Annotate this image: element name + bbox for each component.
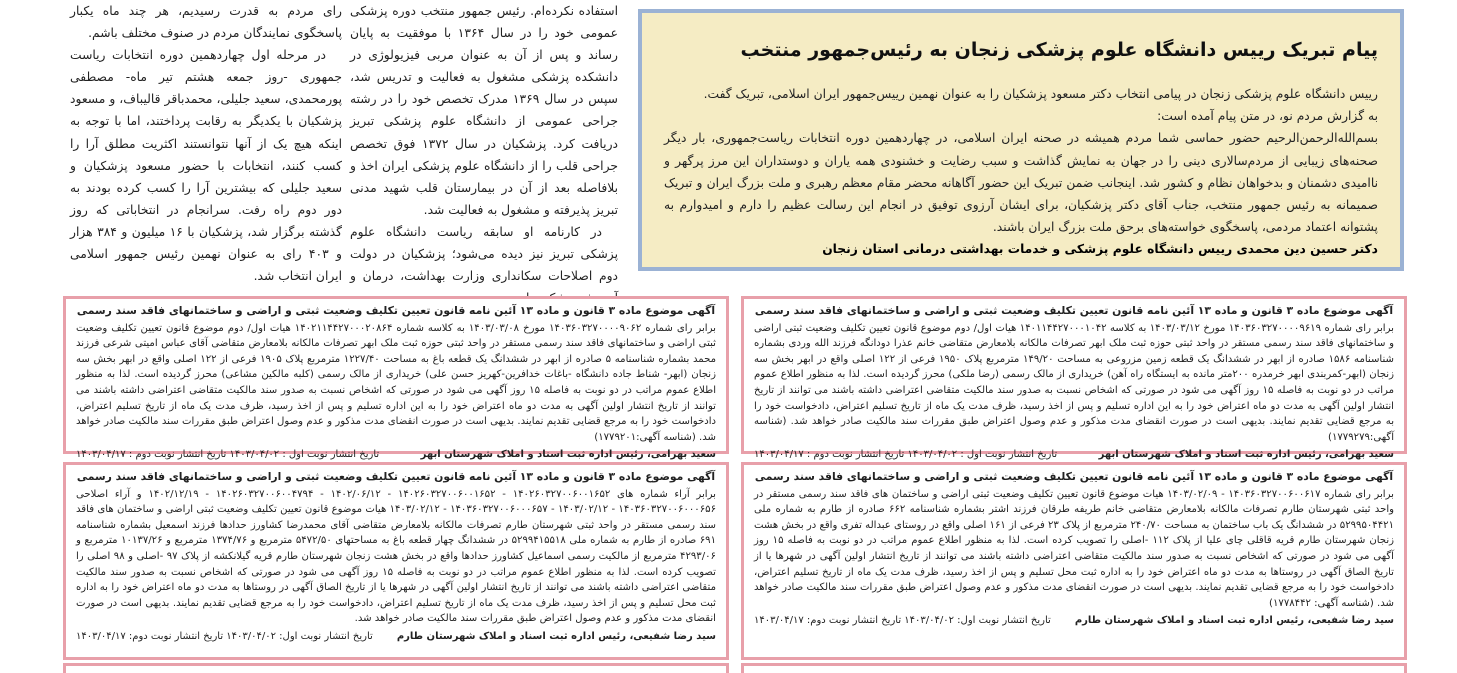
message-report-line: به گزارش مردم نو، در متن پیام آمده است: (1157, 109, 1378, 124)
article-column-middle (350, 0, 618, 284)
notice-footer (76, 629, 716, 645)
notice-title: آگهی موضوع ماده ۳ قانون و ماده ۱۳ آئین نامه قانون تعیین تکلیف وضعیت ثبتی و اراضی و ساختمانهای فاقد سند رسمی (76, 470, 716, 483)
article-paragraph: رای مردم به قدرت رسیدیم، هر چند ماه یکبار پاسخگوی نمایندگان مردم در صنوف مختلف باشم. (70, 4, 342, 41)
notice-dates: تاریخ انتشار نوبت اول: ۱۴۰۳/۰۴/۰۲ تاریخ انتشار نوبت دوم: ۱۴۰۳/۰۴/۱۷ (76, 630, 373, 642)
notice-footer (76, 447, 716, 463)
legal-notice (741, 462, 1407, 660)
legal-notice (741, 296, 1407, 461)
notice-title: آگهی موضوع ماده ۳ قانون و ماده ۱۳ آئین نامه قانون تعیین تکلیف وضعیت ثبتی و اراضی و ساختمانهای فاقد سند رسمی (754, 470, 1394, 483)
notice-title: آگهی موضوع ماده ۳ قانون و ماده ۱۳ آئین نامه قانون تعیین تکلیف وضعیت ثبتی و اراضی و ساختمانهای فاقد سند رسمی (76, 304, 716, 317)
notice-dates: تاریخ انتشار نوبت اول: ۱۴۰۳/۰۴/۰۲ تاریخ انتشار نوبت دوم: ۱۴۰۳/۰۴/۱۷ (754, 615, 1051, 627)
message-signature: دکتر حسین دین محمدی رییس دانشگاه علوم پزشکی و خدمات بهداشتی درمانی استان زنجان (822, 242, 1378, 257)
message-body: بسم‌الله‌الرحمن‌الرحیم حضور حماسی شما مردم همیشه در صحنه ایران اسلامی، در چهاردهمین دوره انتخابات ریاست‌جمهوری، بار دیگر صحنه‌های زیبایی از مردم‌سالاری دینی را در جهان به نمایش گذاشت و سبب رضایت و خشنودی همه یاران و دوستداران این مرز پرگهر و ناامیدی دشمنان و بدخواهان نظام و کشور شد. اینجانب ضمن تبریک این حضور آگاهانه محضر مقام معظم رهبری و ملت بزرگ ایران و تبریک صمیمانه به رئیس جمهور منتخب، جناب آقای دکتر پزشکیان، برای ایشان آرزوی توفیق در انجام این رسالت عظیم را دارم و امیدوارم به پشتوانه اعتماد مردمی، پاسخگوی خواسته‌های برحق ملت بزرگ ایران باشند. (664, 131, 1378, 235)
legal-notice (63, 296, 729, 461)
notice-border-partial (741, 663, 1407, 673)
legal-notice (63, 462, 729, 660)
notice-footer (754, 613, 1394, 629)
notice-dates: تاریخ انتشار نوبت اول : ۱۴۰۳/۰۴/۰۲ تاریخ انتشار نوبت دوم : ۱۴۰۳/۰۴/۱۷ (754, 449, 1058, 461)
notice-body: برابر رای شماره ۱۴۰۳۶۰۳۲۷۰۰۶۰۰۶۱۷ - ۱۴۰۳/۰۲/۰۹ هیات موضوع قانون تعیین تکلیف وضعیت ثبتی اراضی و ساختمان های فاقد سند رسمی مستقر در واحد ثبتی شهرستان طارم تصرفات مالکانه بلامعارض متقاضی خانم طریفه طرقان فرزند اشتر بشماره شناسنامه ۶۶۲ صادره از طارم به شماره ملی ۵۲۹۹۵۰۴۴۲۱ در ششدانگ یک باب ساختمان به مساحت ۲۴۰/۷۰ مترمربع از پلاک ۲۳ فرعی از ۱۶۱ اصلی واقع در روستای عبداله تفری واقع در بخش هشت زنجان شهرستان طارم قریه قاقلی چای علیا از پلاک ۱۱۲ -اصلی را تصویب کرده است. لذا به منظور اطلاع عموم مراتب در دو نوبت به فاصله ۱۵ روز آگهی می شود در صورتی که اشخاص نسبت به صدور سند مالکیت متقاضی اعتراضی داشته باشند می توانند از تاریخ انتشار اولین آگهی در شهرها یا از تاریخ الصاق آگهی در روستاها به مدت دو ماه اعتراض خود را به اداره ثبت محل تسلیم و پس از اخذ رسید، ظرف مدت یک ماه از تاریخ تسلیم اعتراض، دادخواست خود را به مرجع قضایی تقدیم نمایند. بدیهی است در صورت انقضای مدت مذکور و عدم وصول اعتراض طبق مقررات سند مالکیت صادر خواهد شد. (شناسه آگهی: ۱۷۷۸۴۴۲) (754, 488, 1395, 609)
notice-signature: سعید بهرامی، رئیس اداره ثبت اسناد و املاک شهرستان ابهر (1098, 449, 1394, 461)
notice-title: آگهی موضوع ماده ۳ قانون و ماده ۱۳ آئین نامه قانون تعیین تکلیف وضعیت ثبتی و اراضی و ساختمانهای فاقد سند رسمی (754, 304, 1394, 317)
article-paragraph: در کارنامه او سابقه ریاست دانشگاه علوم پزشکی تبریز نیز دیده می‌شود؛ پزشکیان در دولت دوم اصلاحات سکانداری وزارت بهداشت، درمان و (350, 224, 618, 284)
message-intro: رییس دانشگاه علوم پزشکی زنجان در پیامی انتخاب دکتر مسعود پزشکیان را به عنوان نهمین رییس‌جمهور ایران اسلامی، تبریک گفت. (703, 87, 1378, 101)
notice-signature: سید رضا شفیعی، رئیس اداره ثبت اسناد و املاک شهرستان طارم (396, 630, 716, 642)
notice-body: برابر آراء شماره های ۱۴۰۲۶۰۳۲۷۰۰۶۰۰۱۶۵۲ - ۱۴۰۲۶۰۳۲۷۰۰۶۰۰۱۶۵۲ - ۱۴۰۲/۰۶/۱۲ - ۱۴۰۲۶۰۳۲۷۰۰۶۰۰۴۷۹۴ - ۱۴۰۲/۱۲/۱۹ و آراء اصلاحی ۱۴۰۳۶۰۳۲۷۰۰۶۰۰۰۶۵۶ - ۱۴۰۳/۰۲/۱۲ - ۱۴۰۳۶۰۳۲۷۰۰۶۰۰۰۶۵۷ - ۱۴۰۳/۰۲/۱۲ هیات موضوع قانون تعیین تکلیف وضعیت ثبتی اراضی و ساختمان های فاقد سند رسمی مستقر در واحد ثبتی شهرستان طارم تصرفات مالکانه بلامعارض متقاضی آقای محمدرضا کشاورز حدادها فرزند اسمعیل بشماره شناسنامه ۶۹۱ صادره از طارم به شماره ملی ۵۲۹۹۴۱۵۵۱۸ در ششدانگ چهار قطعه باغ به مساحتهای ۵۴۷۲/۵۰ مترمربع و ۱۳۷۴/۷۶ مترمربع و ۱۰۱۳۷/۲۶ مترمربع و ۴۲۹۳/۰۶ مترمربع از مالکیت رسمی اسماعیل کشاورز حدادها واقع در بخش هشت زنجان شهرستان طارم قریه گیلانکشه از پلاک ۹۷ -اصلی و ۹۸ اصلی را تصویب کرده است. لذا به منظور اطلاع عموم مراتب در دو نوبت به فاصله ۱۵ روز آگهی می شود در صورتی که اشخاص نسبت به صدور سند مالکیت متقاضی اعتراضی داشته باشند می توانند از تاریخ انتشار اولین آگهی در شهرها یا از تاریخ الصاق آگهی در روستاها به مدت دو ماه اعتراض خود را به اداره ثبت محل تسلیم و پس از اخذ رسید، ظرف مدت یک ماه از تاریخ تسلیم اعتراض، دادخواست خود را به مرجع قضایی تقدیم نمایند. بدیهی است در صورت انقضای مدت مذکور و عدم وصول اعتراض طبق مقررات سند مالکیت صادر خواهد شد. (76, 488, 717, 625)
article-paragraph: در مرحله اول چهاردهمین دوره انتخابات ریاست جمهوری -روز جمعه هشتم تیر ماه- مصطفی پورمحمدی، سعید جلیلی، محمدباقر قالیباف، و مسعود پزشکیان با یکدیگر به رقابت پرداختند، اما با توجه به اینکه هیچ یک از آنها نتوانستند اکثریت مطلق آرا را کسب کنند، انتخابات با حضور مسعود پزشکیان و سعید جلیلی که بیشترین آرا را کسب کرده بودند به دور دوم راه رفت. سرانجام در انتخاباتی که روز گذشته برگزار شد، پزشکیان با ۱۶ میلیون و ۳۸۴ هزار و ۴۰۳ رای به عنوان نهمین رئیس جمهور اسلامی ایران انتخاب شد. (70, 48, 342, 284)
notice-footer (754, 447, 1394, 463)
article-paragraph: استفاده نکرده‌ام. رئیس جمهور منتخب دوره پزشکی عمومی خود را در سال ۱۳۶۴ با موفقیت به پایان رساند و پس از آن به عنوان مربی فیزیولوژی در دانشکده پزشکی مشغول به فعالیت و تدریس شد، سپس در سال ۱۳۶۹ مدرک تخصص خود را در رشته جراحی عمومی از دانشگاه علوم پزشکی تبریز دریافت کرد. پزشکیان در سال ۱۳۷۲ فوق تخصص جراحی قلب را از دانشگاه علوم پزشکی ایران اخذ و بلافاصله بعد از آن در بیمارستان قلب شهید مدنی تبریز پذیرفته و مشغول به فعالیت شد. (350, 4, 618, 217)
article-column-left (70, 0, 342, 284)
notice-signature: سعید بهرامی، رئیس اداره ثبت اسناد و املاک شهرستان ابهر (420, 449, 716, 461)
congratulation-message-box (638, 9, 1404, 271)
notice-body: برابر رای شماره ۱۴۰۳۶۰۳۲۷۰۰۰۰۹۰۶۲ مورخ ۱۴۰۳/۰۳/۰۸ به کلاسه شماره ۱۴۰۲۱۱۴۴۲۷۰۰۰۲۰۸۶۴ هیات اول/ دوم موضوع قانون تعیین تکلیف وضعیت ثبتی اراضی و ساختمانهای فاقد سند رسمی مستقر در واحد ثبتی حوزه ثبت ملک ابهر تصرفات مالکانه بلامعارض متقاضی آقای عباس امیتی شرعی فرزند محمد بشماره شناسنامه ۵ صادره از ابهر در ششدانگ یک قطعه باغ به مساحت ۱۲۲۷/۴۰ مترمربع پلاک ۱۹۰۵ فرعی از ۱۲۲ اصلی واقع در ابهر بخش سه زنجان (ابهر- شناط جاده دانشگاه -باغات خدافرین-کهریز حسن علی) خریداری از مالک رسمی (کلبه مالکین مشاعی) محرز گردیده است. لذا به منظور اطلاع عموم مراتب در دو نوبت به فاصله ۱۵ روز آگهی می شود در صورتی که اشخاص نسبت به صدور سند مالکیت متقاضی اعتراضی داشته باشند می توانند از تاریخ انتشار اولین آگهی به مدت دو ماه اعتراض خود را به این اداره تسلیم و پس از اخذ رسید، ظرف مدت یک ماه از تاریخ تسلیم اعتراض، دادخواست خود را به مرجع قضایی تقدیم نمایند. بدیهی است در صورت انقضای مدت مذکور و عدم وصول اعتراض طبق مقررات سند مالکیت صادر خواهد شد. (شناسه آگهی:۱۷۷۹۲۰۱) (76, 322, 716, 443)
notice-border-partial (63, 663, 729, 673)
notice-body: برابر رای شماره ۱۴۰۳۶۰۳۲۷۰۰۰۰۹۶۱۹ مورخ ۱۴۰۳/۰۳/۱۲ به کلاسه ۱۴۰۱۱۴۴۲۷۰۰۰۱۰۴۲ هیات اول/ دوم موضوع قانون تعیین تکلیف وضعیت ثبتی اراضی و ساختمانهای فاقد سند رسمی مستقر در واحد ثبتی حوزه ثبت ملک ابهر تصرفات مالکانه بلامعارض متقاضی خانم عذرا دودانگه فرزند الله وردی بشماره شناسنامه ۱۵۸۶ صادره از ابهر در ششدانگ یک قطعه زمین مزروعی به مساحت ۱۴۹/۲۰ مترمربع پلاک ۱۹۵۰ فرعی از ۱۲۲ اصلی واقع در ابهر بخش سه زنجان (ابهر-کمربندی ابهر خرمدره ۲۰۰متر مانده به ایستگاه راه آهن) خریداری از مالک رسمی (رضا ملکی) محرز گردیده است. لذا به منظور اطلاع عموم مراتب در دو نوبت به فاصله ۱۵ روز آگهی می شود در صورتی که اشخاص نسبت به صدور سند مالکیت متقاضی اعتراضی داشته باشند می توانند از تاریخ انتشار اولین آگهی به مدت دو ماه اعتراض خود را به این اداره تسلیم و پس از اخذ رسید، ظرف مدت یک ماه از تاریخ تسلیم اعتراض، دادخواست خود را به مرجع قضایی تقدیم نمایند. بدیهی است در صورت انقضای مدت مذکور و عدم وصول اعتراض طبق مقررات سند مالکیت صادر خواهد شد. (شناسه آگهی:۱۷۷۹۲۷۹) (754, 322, 1395, 443)
notice-signature: سید رضا شفیعی، رئیس اداره ثبت اسناد و املاک شهرستان طارم (1074, 615, 1394, 627)
notice-dates: تاریخ انتشار نوبت اول : ۱۴۰۳/۰۴/۰۲ تاریخ انتشار نوبت دوم : ۱۴۰۳/۰۴/۱۷ (76, 449, 380, 461)
message-title: پیام تبریک رییس دانشگاه علوم پزشکی زنجان به رئیس‌جمهور منتخب (740, 39, 1378, 61)
